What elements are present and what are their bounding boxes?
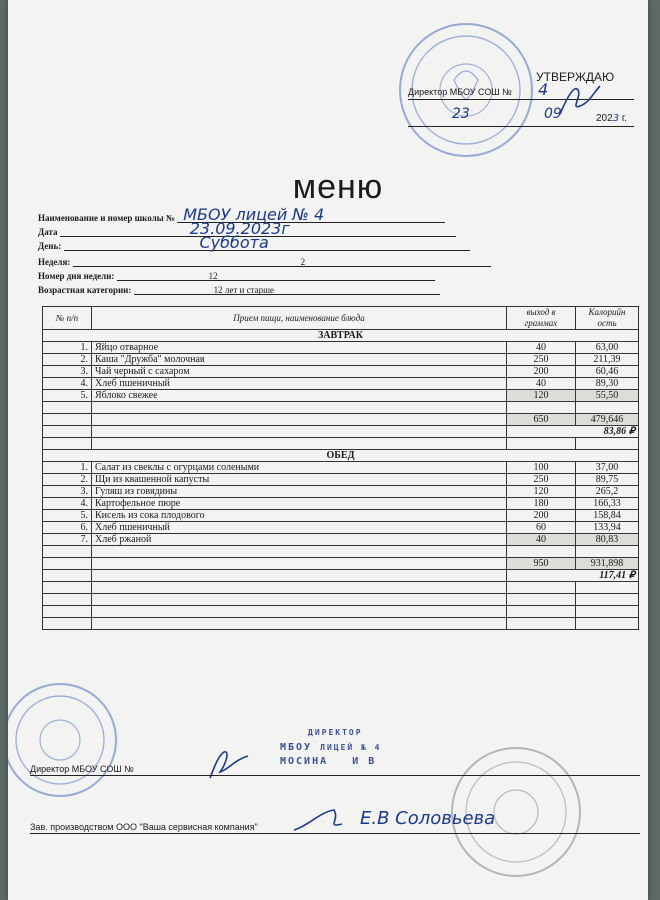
col-header-calories: Калорийн ость xyxy=(576,307,639,330)
col-header-number: № п/п xyxy=(43,307,92,330)
lunch-total-row xyxy=(43,558,639,570)
hand-school-number: 4 xyxy=(538,80,549,99)
dish-name: Каша "Дружба" молочная xyxy=(92,354,507,366)
breakfast-total-grams: 650 xyxy=(507,414,576,426)
dish-grams: 250 xyxy=(507,474,576,486)
info-day: День: Суббота xyxy=(38,240,470,251)
dish-calories: 60,46 xyxy=(576,366,639,378)
hand-day: 23 xyxy=(452,106,470,122)
dish-calories: 265,2 xyxy=(576,486,639,498)
dish-grams: 100 xyxy=(507,462,576,474)
dish-calories: 37,00 xyxy=(576,462,639,474)
info-school: Наименование и номер школы № МБОУ лицей № 4 xyxy=(38,212,445,223)
breakfast-blank-row xyxy=(43,438,639,450)
row-number: 3. xyxy=(43,486,92,498)
round-seal-bottom-left-icon xyxy=(8,680,120,800)
dish-grams: 200 xyxy=(507,510,576,522)
lunch-row xyxy=(43,498,639,510)
dish-name: Яйцо отварное xyxy=(92,342,507,354)
info-age: Возрастная категории: 12 лет и старше xyxy=(38,284,440,295)
approval-year: 2023 г. xyxy=(596,113,628,124)
row-number: 2. xyxy=(43,354,92,366)
breakfast-total-row xyxy=(43,414,639,426)
breakfast-price: 83,86 ₽ xyxy=(507,426,639,438)
dish-name: Кисель из сока плодового xyxy=(92,510,507,522)
info-weekday: Номер дня недели: 12 xyxy=(38,270,435,281)
stamp-line-3: МОСИНА И В xyxy=(280,756,377,767)
dish-grams: 40 xyxy=(507,342,576,354)
row-number: 2. xyxy=(43,474,92,486)
lunch-row xyxy=(43,474,639,486)
dish-calories: 133,94 xyxy=(576,522,639,534)
school-handwritten: МБОУ лицей № 4 xyxy=(183,205,325,224)
blank-row xyxy=(43,618,639,630)
lunch-row xyxy=(43,462,639,474)
lunch-rows xyxy=(43,462,639,546)
lunch-row xyxy=(43,510,639,522)
director-signature-icon xyxy=(204,746,254,782)
menu-document xyxy=(8,0,648,900)
lunch-total-calories: 931,898 xyxy=(576,558,639,570)
breakfast-row xyxy=(43,342,639,354)
row-number: 3. xyxy=(43,366,92,378)
stamp-line-2: МБОУ ЛИЦЕЙ № 4 xyxy=(280,742,382,753)
dish-grams: 250 xyxy=(507,354,576,366)
date-handwritten: 23.09.2023г xyxy=(189,219,290,238)
row-number: 4. xyxy=(43,498,92,510)
row-number: 6. xyxy=(43,522,92,534)
dish-calories: 89,30 xyxy=(576,378,639,390)
dish-grams: 120 xyxy=(507,390,576,402)
col-header-grams: выход в граммах xyxy=(507,307,576,330)
row-number: 1. xyxy=(43,342,92,354)
dish-name: Хлеб пшеничный xyxy=(92,522,507,534)
row-number: 5. xyxy=(43,510,92,522)
dish-grams: 40 xyxy=(507,534,576,546)
col-header-dish: Прием пищи, наименование блюда xyxy=(92,307,507,330)
dish-name: Щи из квашенной капусты xyxy=(92,474,507,486)
dish-calories: 63,00 xyxy=(576,342,639,354)
stamp-line-1: ДИРЕКТОР xyxy=(308,728,363,737)
breakfast-row xyxy=(43,390,639,402)
dish-calories: 80,83 xyxy=(576,534,639,546)
dish-grams: 60 xyxy=(507,522,576,534)
breakfast-row xyxy=(43,354,639,366)
dish-name: Чай черный с сахаром xyxy=(92,366,507,378)
lunch-row xyxy=(43,534,639,546)
production-handwritten-name: Е.В Соловьева xyxy=(360,808,496,829)
breakfast-price-row xyxy=(43,426,639,438)
row-number: 4. xyxy=(43,378,92,390)
table-header-row xyxy=(43,307,639,330)
breakfast-row xyxy=(43,378,639,390)
breakfast-spacer-row xyxy=(43,402,639,414)
hand-month: 09 xyxy=(544,106,562,122)
info-week: Неделя: 2 xyxy=(38,256,491,267)
approval-director-line: Директор МБОУ СОШ № xyxy=(408,87,634,100)
dish-grams: 180 xyxy=(507,498,576,510)
dish-calories: 158,84 xyxy=(576,510,639,522)
lunch-row xyxy=(43,486,639,498)
dish-grams: 200 xyxy=(507,366,576,378)
dish-calories: 166,33 xyxy=(576,498,639,510)
page-title: меню xyxy=(292,168,384,206)
footer-director-label: Директор МБОУ СОШ № xyxy=(30,764,134,774)
menu-table xyxy=(42,306,639,630)
lunch-spacer-row xyxy=(43,546,639,558)
dish-name: Картофельное пюре xyxy=(92,498,507,510)
section-breakfast: ЗАВТРАК xyxy=(43,330,639,342)
dish-name: Хлеб пшеничный xyxy=(92,378,507,390)
blank-row xyxy=(43,606,639,618)
dish-grams: 40 xyxy=(507,378,576,390)
footer-production-label: Зав. производством ООО "Ваша сервисная компания" xyxy=(30,822,258,832)
lunch-price-row xyxy=(43,570,639,582)
row-number: 5. xyxy=(43,390,92,402)
dish-calories: 55,50 xyxy=(576,390,639,402)
dish-calories: 89,75 xyxy=(576,474,639,486)
dish-name: Яблоко свежее xyxy=(92,390,507,402)
row-number: 7. xyxy=(43,534,92,546)
dish-grams: 120 xyxy=(507,486,576,498)
dish-name: Хлеб ржаной xyxy=(92,534,507,546)
breakfast-total-calories: 479,646 xyxy=(576,414,639,426)
dish-calories: 211,39 xyxy=(576,354,639,366)
breakfast-rows xyxy=(43,342,639,402)
section-lunch: ОБЕД xyxy=(43,450,639,462)
dish-name: Гуляш из говядины xyxy=(92,486,507,498)
approval-title: УТВЕРЖДАЮ xyxy=(536,70,615,84)
blank-row xyxy=(43,582,639,594)
blank-row xyxy=(43,594,639,606)
lunch-total-grams: 950 xyxy=(507,558,576,570)
breakfast-row xyxy=(43,366,639,378)
lunch-price: 117,41 ₽ xyxy=(507,570,639,582)
info-date: Дата 23.09.2023г xyxy=(38,226,456,237)
dish-name: Салат из свеклы с огурцами солеными xyxy=(92,462,507,474)
row-number: 1. xyxy=(43,462,92,474)
lunch-row xyxy=(43,522,639,534)
day-handwritten: Суббота xyxy=(199,233,269,252)
